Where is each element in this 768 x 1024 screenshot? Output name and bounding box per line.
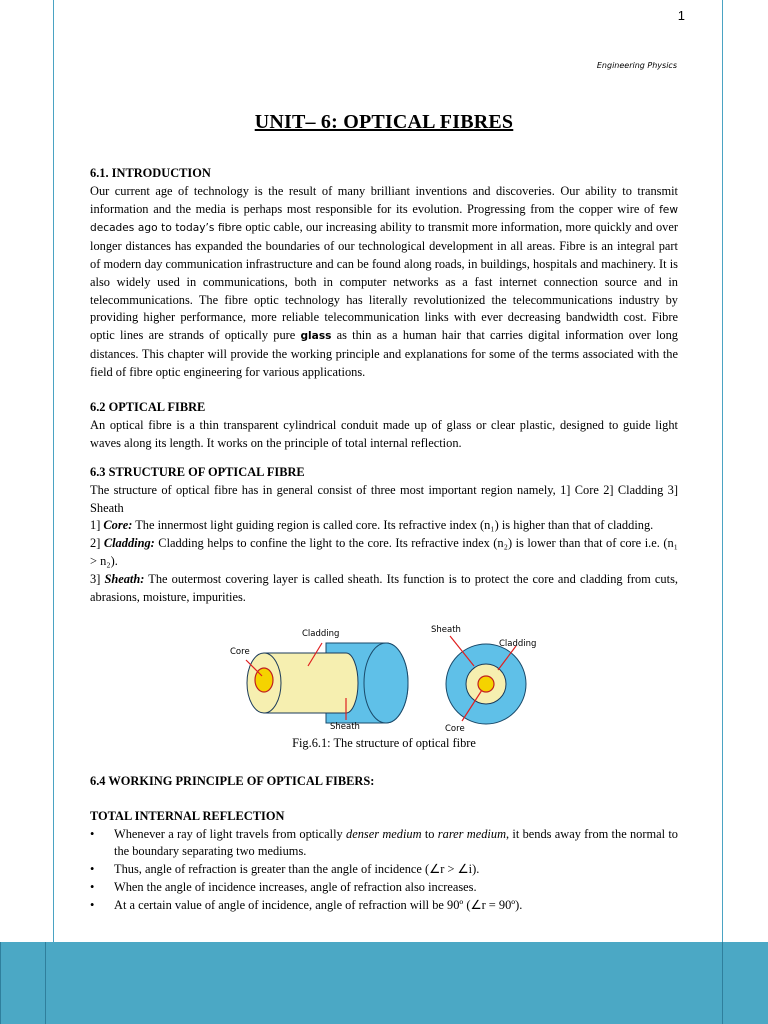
term-cladding: Cladding: [103,536,155,551]
structure-sheath [90,571,678,607]
footer-segment-right [722,942,768,1024]
label-cladding-left: Cladding [302,629,340,639]
sheath-end [364,643,408,723]
item-number: 1] [90,518,104,533]
item-number: 3] [90,571,105,586]
label-sheath-bottom: Sheath [330,722,360,732]
label-sheath-right: Sheath [431,625,461,635]
structure-intro: The structure of optical fibre has in general consist of three most important region namely, 1] Core 2] Cladding 3] Sheath [90,482,678,515]
page-border-right [722,0,723,942]
label-cladding-right: Cladding [499,639,537,649]
footer-segment-left [0,942,46,1024]
label-core-left: Core [230,647,250,657]
text-run: Whenever a ray of light travels from optically [114,826,347,841]
section-heading: 6.1. INTRODUCTION [90,166,211,180]
section-heading: 6.2 OPTICAL FIBRE [90,400,206,414]
structure-core [90,517,678,535]
section-structure [90,464,678,606]
list-item: • Thus, angle of refraction is greater than the angle of incidence (∠r > ∠i). [90,861,678,879]
text-run: Cladding helps to confine the light to the core. Its refractive index (n₂) is lower than that of core i.e. (n₁ > n₂). [90,536,678,568]
running-head: Engineering Physics [596,61,677,70]
fibre-structure-figure [226,618,546,738]
core-cross [478,676,494,692]
term-core: Core: [103,518,133,533]
text-run: to [421,826,438,841]
text-run: The innermost light guiding region is called core. Its refractive index (n₁) is higher than that of cladding. [132,518,654,533]
footer-band [0,942,768,1024]
text-run-italic: denser medium [346,826,422,841]
section-heading: 6.4 WORKING PRINCIPLE OF OPTICAL FIBERS: [90,774,375,788]
side-view [230,629,408,732]
subsection-heading: TOTAL INTERNAL REFLECTION [90,808,285,823]
page-number: 1 [677,8,685,23]
tir-bullet-list [90,826,678,915]
section-introduction [90,165,678,382]
optical-fibre-paragraph: An optical fibre is a thin transparent cylindrical conduit made up of glass or clear plastic, designed to guide light waves along its length. It works on the principle of total internal reflection. [90,417,678,450]
cross-section-view [431,625,536,734]
structure-cladding [90,535,678,571]
list-item: • When the angle of incidence increases, angle of refraction also increases. [90,879,678,897]
text-run: optic cable, our increasing ability to transmit more information, more quickly and over longer distances has expanded the boundaries of our technological development in all areas. Fibre is an integral part of modern day communication infrastructure and can be found along roads, in buildings, hospitals and machinery. It is also widely used in communications, both in computer networks as a fast internet connection source and in telecommunications. The fibre optic technology has literally revolutionized the telecommunications industry by providing higher performance, more reliable telecommunication links with ever decreasing bandwidth cost. Fibre optic lines are strands of optically pure [90,220,678,343]
page-border-left [53,0,54,942]
text-run-italic: rarer medium [437,826,507,841]
text-run-bold: glass [300,330,332,343]
text-run: The outermost covering layer is called sheath. Its function is to protect the core and cladding from cuts, abrasions, moisture, impurities. [90,571,678,604]
section-working-principle [90,773,678,915]
page-title: UNIT– 6: OPTICAL FIBRES [254,111,514,133]
text-run: Our current age of technology is the result of many brilliant inventions and discoveries. Our ability to transmit information and the media is perhaps most responsible for its evolution. Progressing from the copper wire of [90,183,678,216]
list-item [90,826,678,862]
section-optical-fibre [90,399,678,452]
label-core-right: Core [445,724,465,734]
text-run-sans: few decades ago to today’s fibre [90,203,678,235]
list-item: • At a certain value of angle of incidence, angle of refraction will be 90º (∠r = 90º). [90,897,678,915]
intro-paragraph [90,183,678,382]
term-sheath: Sheath: [104,571,145,586]
footer-segment-middle [60,942,717,1024]
section-heading: 6.3 STRUCTURE OF OPTICAL FIBRE [90,465,305,479]
item-number: 2] [90,536,104,551]
figure-caption: Fig.6.1: The structure of optical fibre [292,736,476,750]
text-run: as thin as a human hair that carries digital information over long distances. This chapter will provide the working principle and explanations for some of the terms associated with the field of fibre optic engineering for various applications. [90,328,678,379]
text-run: , it bends away from the normal to the boundary separating two mediums. [114,826,678,859]
